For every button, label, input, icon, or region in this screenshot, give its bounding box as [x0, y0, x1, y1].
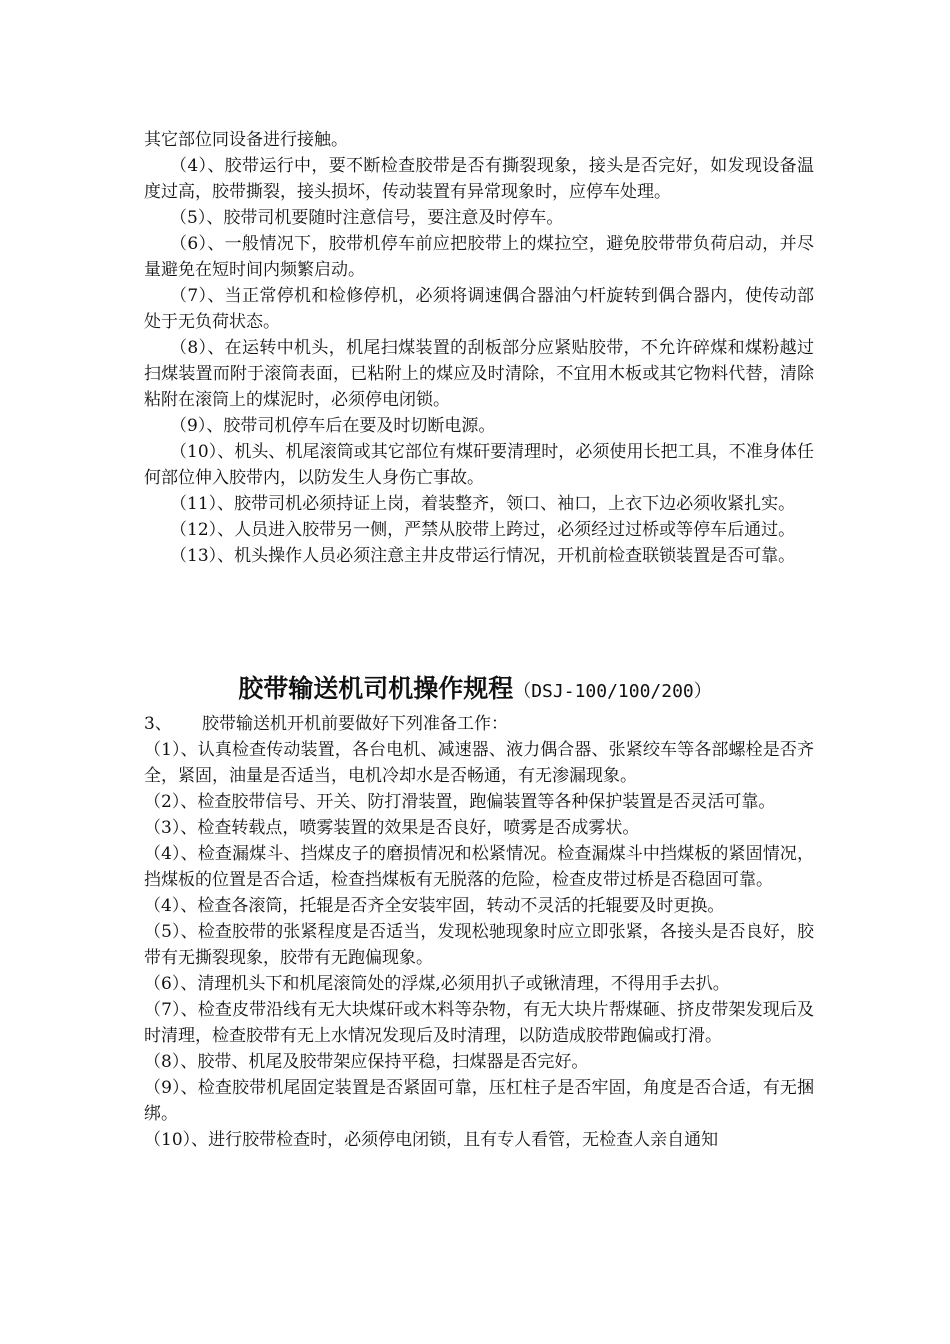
list-item: （7）、检查皮带沿线有无大块煤矸或木料等杂物，有无大块片帮煤砸、挤皮带架发现后及时清理，检查胶带有无上水情况发现后及时清理，以防造成胶带跑偏或打滑。 [144, 1000, 814, 1046]
preparation-section [144, 711, 814, 1153]
title-model-code: （DSJ-100/100/200） [513, 681, 712, 702]
paragraph: （4）、胶带运行中，要不断检查胶带是否有撕裂现象，接头是否完好，如发现设备温度过高，胶带撕裂，接头损坏，传动装置有异常现象时，应停车处理。 [144, 156, 814, 202]
paragraph: （9）、胶带司机停车后在要及时切断电源。 [170, 416, 496, 436]
paragraph: （8）、在运转中机头，机尾扫煤装置的刮板部分应紧贴胶带，不允许碎煤和煤粉越过扫煤装置而附于滚筒表面，已粘附上的煤应及时清除，不宜用木板或其它物料代替，清除粘附在滚筒上的煤泥时，必须停电闭锁。 [144, 338, 814, 410]
paragraph: （13）、机头操作人员必须注意主井皮带运行情况，开机前检查联锁装置是否可靠。 [170, 546, 796, 566]
document-title [0, 672, 950, 709]
paragraph: （7）、当正常停机和检修停机，必须将调速偶合器油勺杆旋转到偶合器内，使传动部处于无负荷状态。 [144, 286, 814, 332]
list-item: （4）、检查漏煤斗、挡煤皮子的磨损情况和松紧情况。检查漏煤斗中挡煤板的紧固情况，挡煤板的位置是否合适，检查挡煤板有无脱落的危险，检查皮带过桥是否稳固可靠。 [144, 844, 814, 890]
list-item: （9）、检查胶带机尾固定装置是否紧固可靠，压杠柱子是否牢固，角度是否合适，有无捆绑。 [144, 1078, 814, 1124]
safety-rules-section [144, 127, 814, 569]
section-heading-text: 胶带输送机开机前要做好下列准备工作： [202, 714, 508, 734]
list-item: （4）、检查各滚筒，托辊是否齐全安装牢固，转动不灵活的托辊要及时更换。 [144, 896, 725, 916]
paragraph: （10）、机头、机尾滚筒或其它部位有煤矸要清理时，必须使用长把工具，不准身体任何部位伸入胶带内，以防发生人身伤亡事故。 [144, 442, 814, 488]
paragraph: （12）、人员进入胶带另一侧，严禁从胶带上跨过，必须经过过桥或等停车后通过。 [170, 520, 796, 540]
list-item: （3）、检查转载点，喷雾装置的效果是否良好，喷雾是否成雾状。 [144, 818, 640, 838]
section-number: 3、 [144, 714, 172, 734]
list-item: （1）、认真检查传动装置，各台电机、减速器、液力偶合器、张紧绞车等各部螺栓是否齐全，紧固，油量是否适当，电机冷却水是否畅通，有无渗漏现象。 [144, 740, 814, 786]
paragraph: （11）、胶带司机必须持证上岗，着装整齐，领口、袖口，上衣下边必须收紧扎实。 [170, 494, 796, 514]
list-item: （2）、检查胶带信号、开关、防打滑装置，跑偏装置等各种保护装置是否灵活可靠。 [144, 792, 776, 812]
section-heading [144, 711, 814, 737]
list-item: （6）、清理机头下和机尾滚筒处的浮煤,必须用扒子或锹清理，不得用手去扒。 [144, 974, 730, 994]
paragraph: （6）、一般情况下，胶带机停车前应把胶带上的煤拉空，避免胶带带负荷启动，并尽量避免在短时间内频繁启动。 [144, 234, 814, 280]
list-item: （5）、检查胶带的张紧程度是否适当，发现松驰现象时应立即张紧，各接头是否良好，胶带有无撕裂现象，胶带有无跑偏现象。 [144, 922, 814, 968]
title-main: 胶带输送机司机操作规程 [238, 674, 514, 703]
list-item: （10）、进行胶带检查时，必须停电闭锁，且有专人看管，无检查人亲自通知 [144, 1130, 719, 1150]
list-item: （8）、胶带、机尾及胶带架应保持平稳，扫煤器是否完好。 [144, 1052, 589, 1072]
paragraph: 其它部位同设备进行接触。 [144, 130, 348, 150]
paragraph: （5）、胶带司机要随时注意信号，要注意及时停车。 [170, 208, 564, 228]
